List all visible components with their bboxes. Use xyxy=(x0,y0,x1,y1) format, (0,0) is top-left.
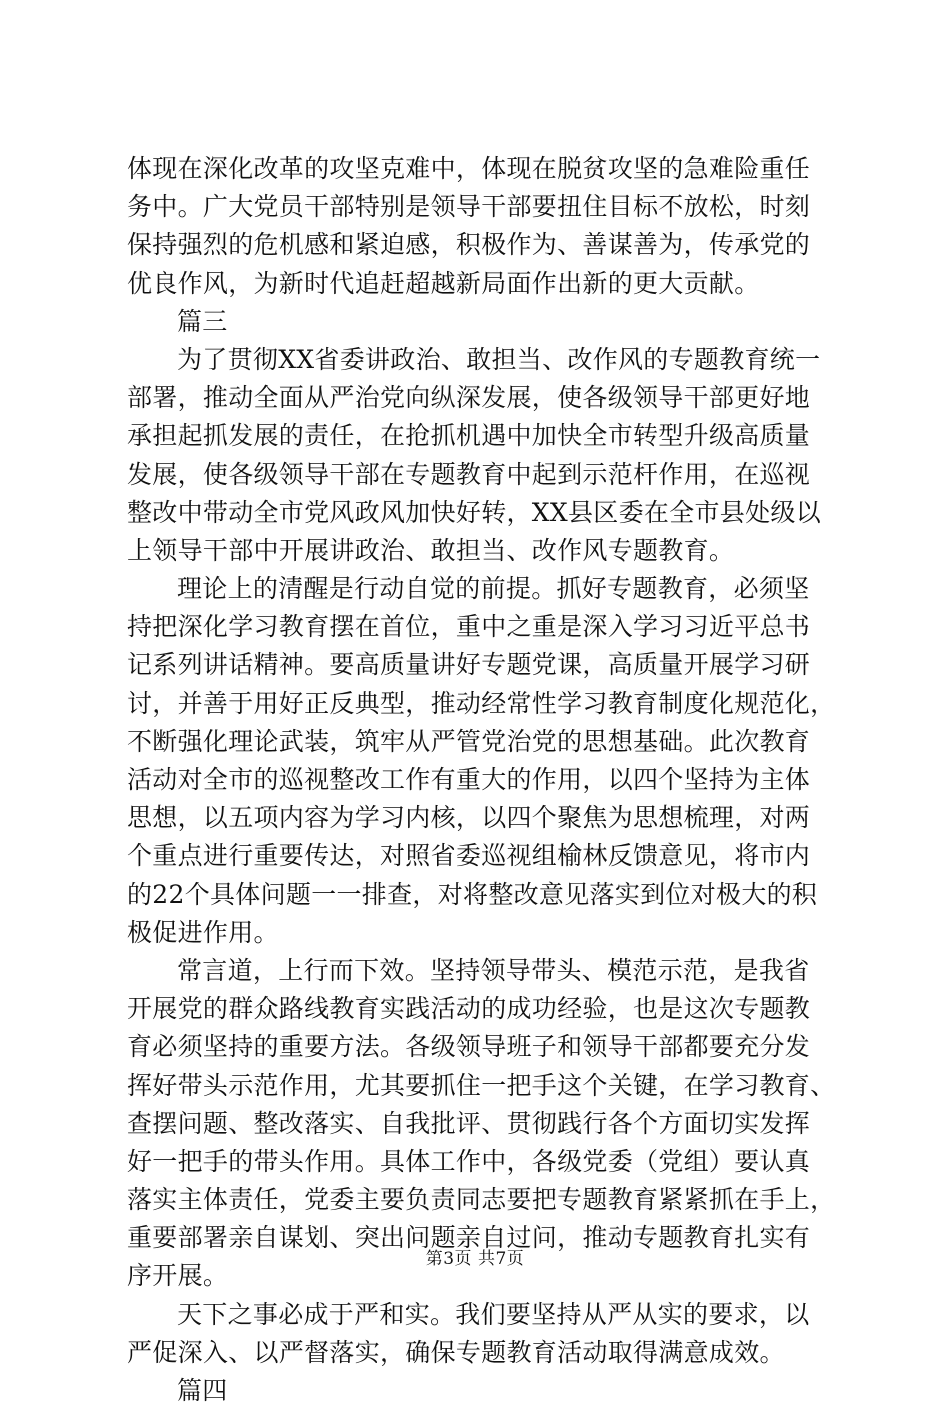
text-line: 部署，推动全面从严治党向纵深发展，使各级领导干部更好地 xyxy=(127,383,811,413)
text-line: 常言道，上行而下效。坚持领导带头、模范示范，是我省 xyxy=(177,955,810,985)
text-line: 重要部署亲自谋划、突出问题亲自过问，推动专题教育扎实有 xyxy=(127,1223,811,1253)
paragraph-continuation xyxy=(127,150,837,303)
document-body xyxy=(127,150,837,1410)
section-heading-text: 篇四 xyxy=(177,1376,228,1405)
paragraph xyxy=(127,341,837,570)
text-line: 严促深入、以严督落实，确保专题教育活动取得满意成效。 xyxy=(127,1337,785,1367)
text-line: 体现在深化改革的攻坚克难中，体现在脱贫攻坚的急难险重任 xyxy=(127,154,811,183)
text-line: 开展党的群众路线教育实践活动的成功经验，也是这次专题教 xyxy=(127,994,811,1024)
paragraph xyxy=(127,570,837,952)
text-line: 好一把手的带头作用。具体工作中，各级党委（党组）要认真 xyxy=(127,1146,811,1176)
text-line: 天下之事必成于严和实。我们要坚持从严从实的要求，以 xyxy=(177,1299,810,1329)
text-line: 理论上的清醒是行动自觉的前提。抓好专题教育，必须坚 xyxy=(177,574,810,604)
text-line: 上领导干部中开展讲政治、敢担当、改作风专题教育。 xyxy=(127,535,735,565)
text-line: 落实主体责任，党委主要负责同志要把专题教育紧紧抓在手上， xyxy=(127,1185,836,1215)
text-line: 个重点进行重要传达，对照省委巡视组榆林反馈意见，将市内 xyxy=(127,841,811,871)
text-line: 挥好带头示范作用，尤其要抓住一把手这个关键，在学习教育、 xyxy=(127,1070,836,1100)
text-line: 讨，并善于用好正反典型，推动经常性学习教育制度化规范化， xyxy=(127,688,836,718)
text-line: 极促进作用。 xyxy=(127,917,279,947)
text-line: 整改中带动全市党风政风加快好转，XX县区委在全市县处级以 xyxy=(127,497,821,527)
section-heading xyxy=(127,303,837,341)
text-line: 为了贯彻XX省委讲政治、敢担当、改作风的专题教育统一 xyxy=(177,344,821,374)
text-line: 的22个具体问题一一排查，对将整改意见落实到位对极大的积 xyxy=(127,879,818,909)
text-line: 保持强烈的危机感和紧迫感，积极作为、善谋善为，传承党的 xyxy=(127,230,811,260)
text-line: 查摆问题、整改落实、自我批评、贯彻践行各个方面切实发挥 xyxy=(127,1108,811,1138)
paragraph xyxy=(127,1296,837,1372)
text-line: 思想，以五项内容为学习内核，以四个聚焦为思想梳理，对两 xyxy=(127,803,811,833)
section-heading-text: 篇三 xyxy=(177,306,228,336)
text-line: 发展，使各级领导干部在专题教育中起到示范杆作用，在巡视 xyxy=(127,459,811,489)
text-line: 不断强化理论武装，筑牢从严管党治党的思想基础。此次教育 xyxy=(127,726,811,756)
text-line: 务中。广大党员干部特别是领导干部要扭住目标不放松，时刻 xyxy=(127,192,811,222)
page-footer xyxy=(0,1244,950,1269)
section-heading xyxy=(127,1372,837,1410)
text-line: 育必须坚持的重要方法。各级领导班子和领导干部都要充分发 xyxy=(127,1032,811,1062)
text-line: 优良作风，为新时代追赶超越新局面作出新的更大贡献。 xyxy=(127,268,760,298)
text-line: 持把深化学习教育摆在首位，重中之重是深入学习习近平总书 xyxy=(127,612,811,642)
text-line: 承担起抓发展的责任，在抢抓机遇中加快全市转型升级高质量 xyxy=(127,421,811,451)
text-line: 序开展。 xyxy=(127,1261,229,1291)
text-line: 记系列讲话精神。要高质量讲好专题党课，高质量开展学习研 xyxy=(127,650,811,680)
text-line: 活动对全市的巡视整改工作有重大的作用，以四个坚持为主体 xyxy=(127,765,811,794)
page-number-label: 第3页 共7页 xyxy=(425,1249,525,1269)
